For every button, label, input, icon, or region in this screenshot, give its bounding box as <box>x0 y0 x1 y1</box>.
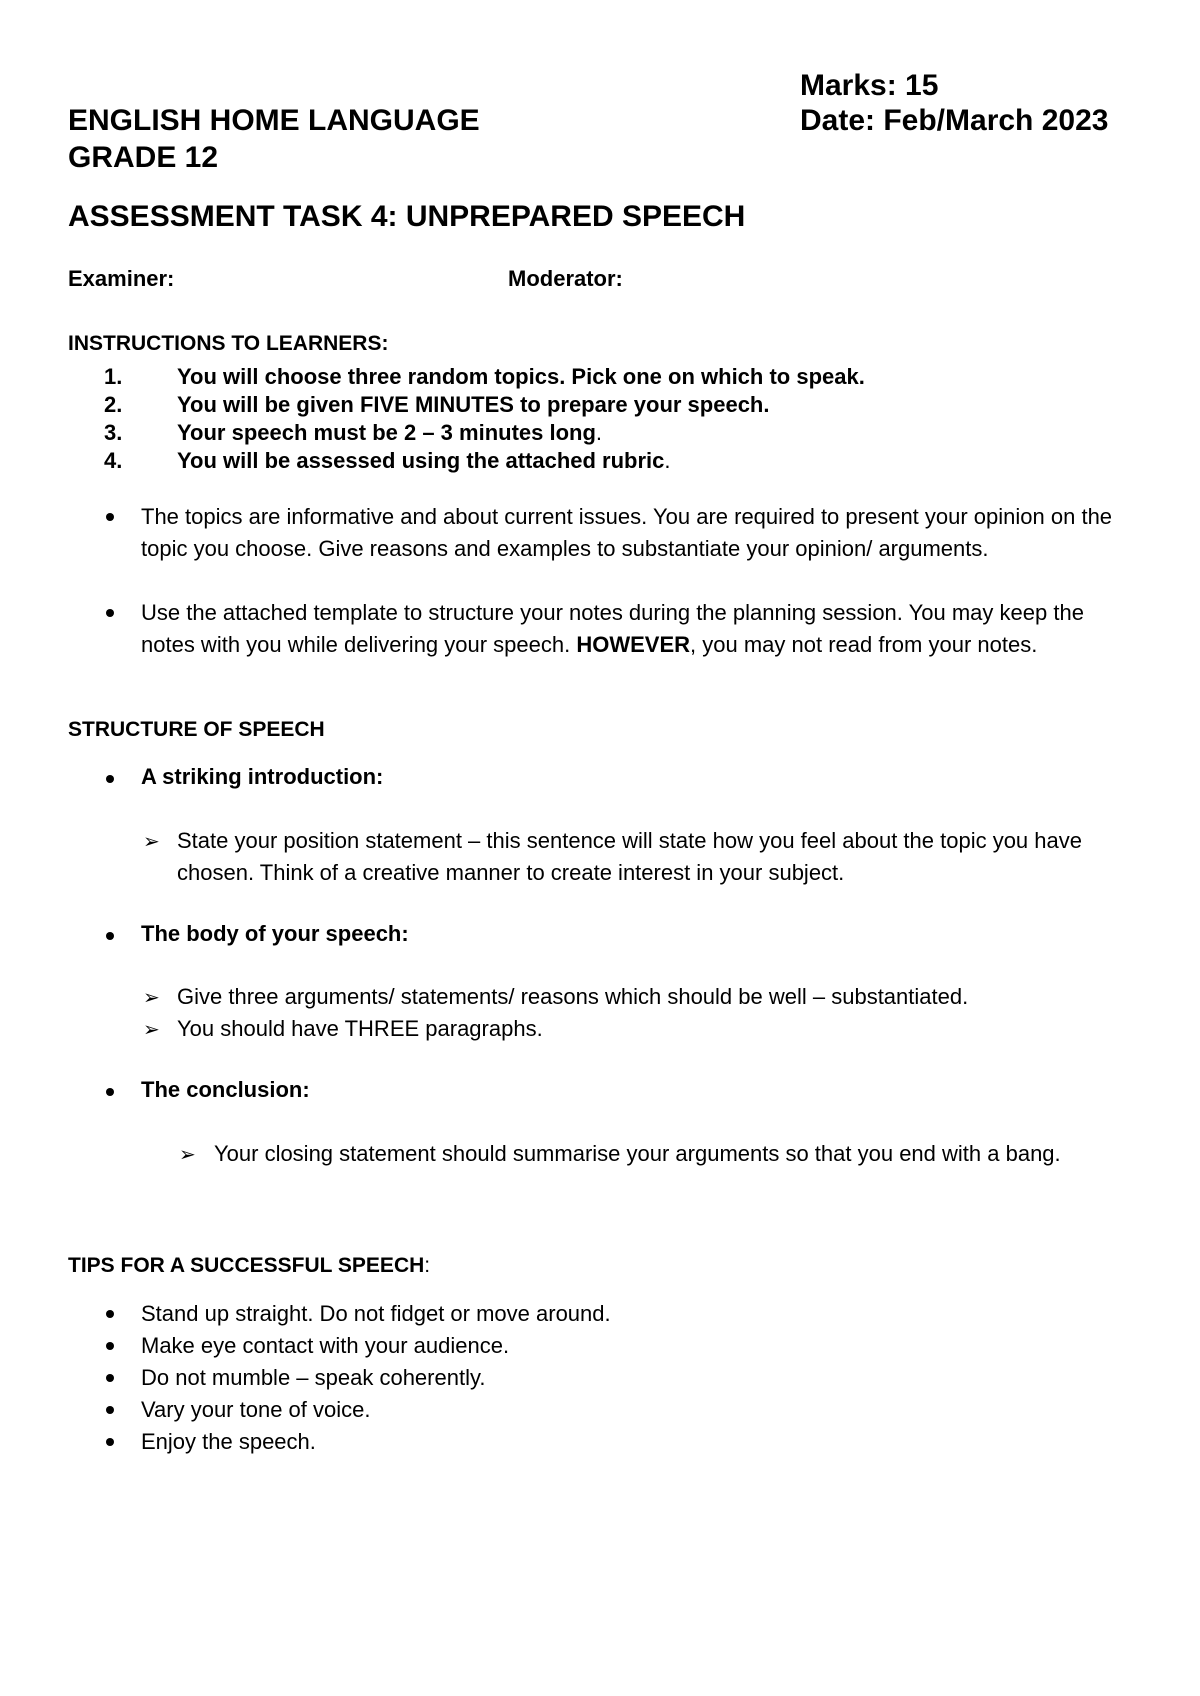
intro-label: A striking introduction: <box>141 764 384 789</box>
structure-heading: STRUCTURE OF SPEECH <box>68 718 325 741</box>
arrow-bullet-icon: ➢ <box>143 829 160 853</box>
arrow-bullet-icon: ➢ <box>179 1142 196 1166</box>
list-item: You will choose three random topics. Pick one on which to speak. <box>177 364 865 389</box>
arrow-bullet-icon: ➢ <box>143 985 160 1009</box>
instruction-bullet-text: The topics are informative and about current issues. You are required to present your opinion on the topic you choose. Give reasons and examples to substantiate your opinion/ arguments. <box>141 504 1113 561</box>
bullet-icon <box>106 513 114 521</box>
body-point: You should have THREE paragraphs. <box>177 1016 543 1041</box>
date-label: Date: Feb/March 2023 <box>800 104 1109 137</box>
bullet-icon <box>106 932 114 940</box>
list-item: Your speech must be 2 – 3 minutes long. <box>177 420 603 445</box>
moderator-label: Moderator: <box>508 266 623 291</box>
bullet-icon <box>106 1310 114 1318</box>
list-number: 1. <box>104 364 123 389</box>
conclusion-label: The conclusion: <box>141 1077 310 1102</box>
bullet-icon <box>106 1438 114 1446</box>
body-label: The body of your speech: <box>141 921 409 946</box>
list-number: 4. <box>104 448 123 473</box>
instruction-bullet-text: Use the attached template to structure your notes during the planning session. You may keep the notes with you while delivering your speech. HOWEVER, you may not read from your notes. <box>141 600 1084 657</box>
tips-heading: TIPS FOR A SUCCESSFUL SPEECH: <box>68 1254 431 1277</box>
list-item: Do not mumble – speak coherently. <box>141 1365 486 1390</box>
list-item: Vary your tone of voice. <box>141 1397 371 1422</box>
body-point: Give three arguments/ statements/ reasons which should be well – substantiated. <box>177 984 969 1009</box>
subject-title: ENGLISH HOME LANGUAGE <box>68 104 480 137</box>
marks-label: Marks: 15 <box>800 69 939 102</box>
list-item: Make eye contact with your audience. <box>141 1333 510 1358</box>
conclusion-point: Your closing statement should summarise your arguments so that you end with a bang. <box>214 1141 1061 1166</box>
list-item: You will be given FIVE MINUTES to prepare your speech. <box>177 392 770 417</box>
bullet-icon <box>106 1406 114 1414</box>
instructions-heading: INSTRUCTIONS TO LEARNERS: <box>68 332 389 355</box>
examiner-label: Examiner: <box>68 266 175 291</box>
list-number: 2. <box>104 392 123 417</box>
bullet-icon <box>106 1374 114 1382</box>
list-item: Stand up straight. Do not fidget or move around. <box>141 1301 611 1326</box>
grade-title: GRADE 12 <box>68 141 219 174</box>
arrow-bullet-icon: ➢ <box>143 1017 160 1041</box>
bullet-icon <box>106 1342 114 1350</box>
intro-point: State your position statement – this sentence will state how you feel about the topic you have chosen. Think of a creative manner to create interest in your subject. <box>177 828 1082 885</box>
page-title: ASSESSMENT TASK 4: UNPREPARED SPEECH <box>68 200 746 233</box>
list-number: 3. <box>104 420 123 445</box>
list-item: Enjoy the speech. <box>141 1429 316 1454</box>
bullet-icon <box>106 1088 114 1096</box>
bullet-icon <box>106 775 114 783</box>
bullet-icon <box>106 609 114 617</box>
list-item: You will be assessed using the attached rubric. <box>177 448 671 473</box>
